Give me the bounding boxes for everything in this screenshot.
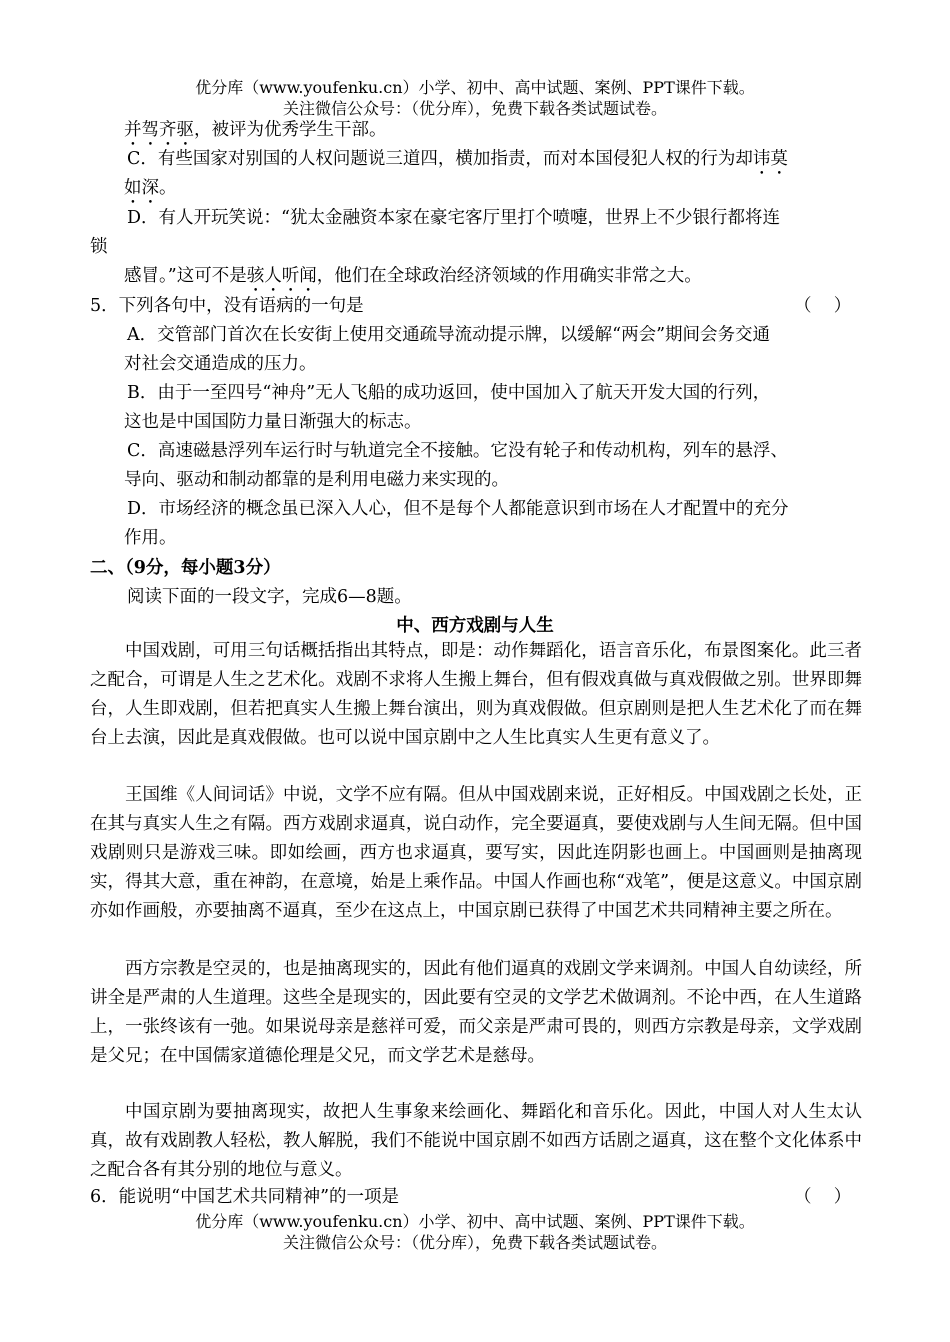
q4-option-d-line-3: 感冒。”这可不是骇人听闻，他们在全球政治经济领域的作用确实非常之大。 <box>124 266 702 286</box>
q5-option-b-line-1: B．由于一至四号“神舟”无人飞船的成功返回，使中国加入了航天开发大国的行列， <box>127 383 771 403</box>
q4-option-b-continuation: 并驾齐驱，被评为优秀学生干部。 <box>124 120 387 140</box>
emphasized-phrase: 并驾齐驱 <box>124 120 194 140</box>
emphasized-phrase: 骇人听闻 <box>246 266 317 286</box>
header-line-1: 优分库（www.youfenku.cn）小学、初中、高中试题、案例、PPT课件下载。 <box>195 78 755 97</box>
q4-option-c-line-2: 如深。 <box>124 178 177 198</box>
q6-answer-blank: （ ） <box>794 1187 852 1207</box>
footer-line-1: 优分库（www.youfenku.cn）小学、初中、高中试题、案例、PPT课件下载。 <box>195 1212 755 1231</box>
q5-answer-blank: （ ） <box>794 296 852 316</box>
q5-stem: 5．下列各句中，没有语病的一句是 <box>90 296 364 316</box>
passage-paragraph-4: 中国京剧为要抽离现实，故把人生事象来绘画化、舞蹈化和音乐化。因此，中国人对人生太认真，故有戏剧教人轻松，教人解脱，我们不能说中国京剧不如西方话剧之逼真，这在整个文化体系中之配合各有其分别的地位与意义。 <box>90 1102 862 1180</box>
section-2-heading: 二、（9分，每小题3分） <box>90 558 281 578</box>
section-2-instruction: 阅读下面的一段文字，完成6—8题。 <box>127 587 412 607</box>
emphasized-phrase: 如深 <box>124 178 159 198</box>
q4-option-d-line-1: D．有人开玩笑说：“犹太金融资本家在豪宅客厅里打个喷嚏，世界上不少银行都将连 <box>127 208 780 228</box>
passage-paragraph-3: 西方宗教是空灵的，也是抽离现实的，因此有他们逼真的戏剧文学来调剂。中国人自幼读经，所讲全是严肃的人生道理。这些全是现实的，因此要有空灵的文学艺术做调剂。不论中西，在人生道路上，一张终该有一弛。如果说母亲是慈祥可爱，而父亲是严肃可畏的，则西方宗教是母亲，文学戏剧是父兄；在中国儒家道德伦理是父兄，而文学艺术是慈母。 <box>90 959 862 1066</box>
footer-line-2: 关注微信公众号：（优分库），免费下载各类试题试卷。 <box>282 1233 667 1252</box>
q6-stem: 6．能说明“中国艺术共同精神”的一项是 <box>90 1187 400 1207</box>
passage-paragraph-1: 中国戏剧，可用三句话概括指出其特点，即是：动作舞蹈化，语言音乐化，布景图案化。此三者之配合，可谓是人生之艺术化。戏剧不求将人生搬上舞台，但有假戏真做与真戏假做之别。世界即舞台，人生即戏剧，但若把真实人生搬上舞台演出，则为真戏假做。但京剧则是把人生艺术化了而在舞台上去演，因此是真戏假做。也可以说中国京剧中之人生比真实人生更有意义了。 <box>90 641 862 748</box>
passage-paragraph-2: 王国维《人间词话》中说，文学不应有隔。但从中国戏剧来说，正好相反。中国戏剧之长处，正在其与真实人生之有隔。西方戏剧求逼真，说白动作，完全要逼真，要使戏剧与人生间无隔。但中国戏剧则只是游戏三味。即如绘画，西方也求逼真，要写实，因此连阴影也画上。中国画则是抽离现实，得其大意，重在神韵，在意境，始是上乘作品。中国人作画也称“戏笔”，便是这意义。中国京剧亦如作画般，亦要抽离不逼真，至少在这点上，中国京剧已获得了中国艺术共同精神主要之所在。 <box>90 785 862 921</box>
emphasized-phrase: 讳莫 <box>752 149 788 169</box>
header-line-2: 关注微信公众号：（优分库），免费下载各类试题试卷。 <box>282 99 667 118</box>
q5-option-c-line-1: C．高速磁悬浮列车运行时与轨道完全不接触。它没有轮子和传动机构，列车的悬浮、 <box>127 441 788 461</box>
q4-option-d-line-2: 锁 <box>90 237 108 257</box>
q4-option-c-line-1: C．有些国家对别国的人权问题说三道四，横加指责，而对本国侵犯人权的行为却讳莫 <box>127 149 788 169</box>
q5-option-a-line-2: 对社会交通造成的压力。 <box>124 354 317 374</box>
q5-option-d-line-1: D．市场经济的概念虽已深入人心，但不是每个人都能意识到市场在人才配置中的充分 <box>127 499 789 519</box>
q5-option-a-line-1: A．交管部门首次在长安街上使用交通疏导流动提示牌，以缓解“两会”期间会务交通 <box>127 325 771 345</box>
q5-option-d-line-2: 作用。 <box>124 528 177 548</box>
q5-option-c-line-2: 导向、驱动和制动都靠的是利用电磁力来实现的。 <box>124 470 509 490</box>
q5-option-b-line-2: 这也是中国国防力量日渐强大的标志。 <box>124 412 422 432</box>
passage-title: 中、西方戏剧与人生 <box>396 616 554 636</box>
